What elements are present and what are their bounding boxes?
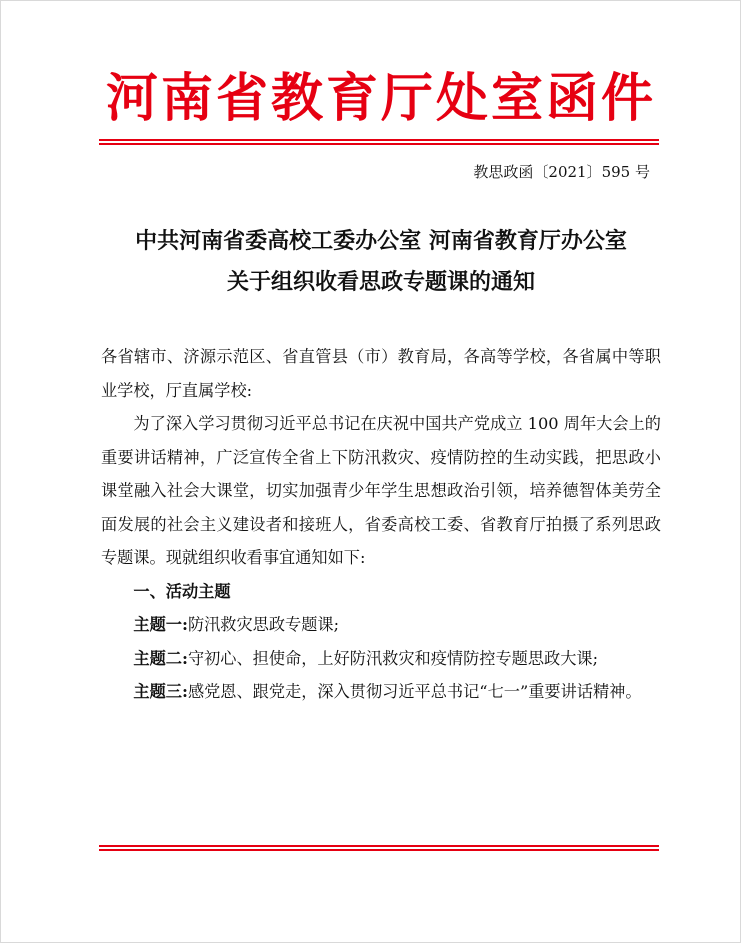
notice-body	[101, 340, 661, 709]
notice-title-line-1: 中共河南省委高校工委办公室 河南省教育厅办公室	[135, 228, 627, 254]
document-number: 教思政函〔2021〕595 号	[473, 163, 650, 181]
topic-text: 防汛救灾思政专题课;	[187, 615, 340, 634]
topic-label: 主题二:	[133, 648, 188, 668]
section-heading: 一、活动主题	[133, 581, 231, 601]
topic-text: 感党恩、跟党走，深入贯彻习近平总书记“七一”重要讲话精神。	[187, 682, 642, 701]
topic-item	[101, 608, 661, 642]
topic-label: 主题三:	[133, 682, 188, 701]
topic-item	[101, 675, 661, 709]
intro-paragraph: 为了深入学习贯彻习近平总书记在庆祝中国共产党成立 100 周年大会上的重要讲话精神，广泛宣传全省上下防汛救灾、疫情防控的生动实践，把思政小课堂融入社会大课堂，切实加强青少年学生思想政治引领，培养德智体美劳全面发展的社会主义建设者和接班人，省委高校工委、省教育厅拍摄了系列思政专题课。现就组织收看事宜通知如下:	[101, 414, 661, 567]
addressee: 各省辖市、济源示范区、省直管县（市）教育局，各高等学校，各省属中等职业学校，厅直属学校:	[101, 347, 661, 400]
topic-text: 守初心、担使命，上好防汛救灾和疫情防控专题思政大课;	[187, 648, 599, 668]
topic-item	[101, 642, 661, 676]
masthead-title: 河南省教育厅处室函件	[105, 68, 656, 129]
footer-divider	[99, 845, 659, 851]
masthead-divider	[99, 139, 659, 145]
topic-label: 主题一:	[133, 615, 188, 634]
notice-title-line-2: 关于组织收看思政专题课的通知	[226, 269, 535, 295]
